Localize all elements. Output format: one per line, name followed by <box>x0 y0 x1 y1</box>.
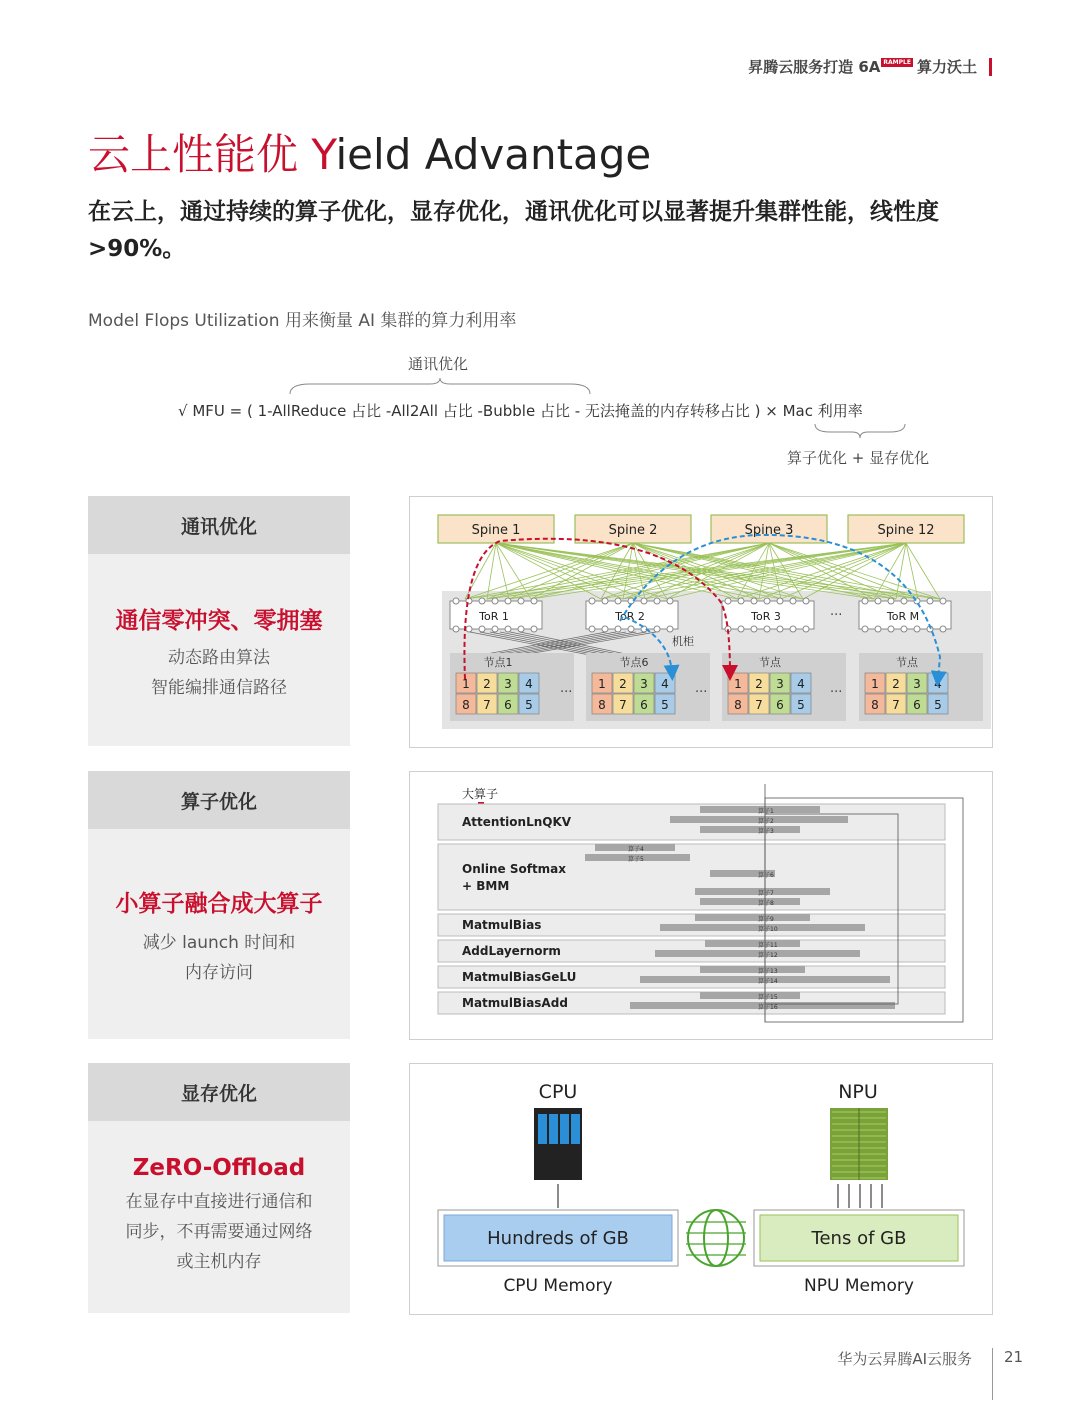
npu-cell-label: 1 <box>462 677 470 691</box>
formula-bottom-label: 算子优化 + 显存优化 <box>787 449 930 467</box>
tor-port <box>667 626 673 632</box>
panel-desc-line: 在显存中直接进行通信和 <box>125 1192 313 1212</box>
header-bar <box>989 58 992 76</box>
title-rest: ield Advantage <box>335 130 652 179</box>
spine-label: Spine 2 <box>608 523 658 538</box>
title-red: 云上性能优 Y <box>88 130 336 179</box>
npu-cell-label: 8 <box>598 698 606 712</box>
tor-label: ToR 3 <box>751 610 781 623</box>
big-op-label: 大算子 <box>462 787 499 801</box>
spine-label: Spine 1 <box>471 523 521 538</box>
tor-port <box>505 598 511 604</box>
page-number: 21 <box>1004 1348 1024 1366</box>
tor-port <box>615 598 621 604</box>
panel-head: 显存优化 <box>88 1063 350 1121</box>
tor-port <box>888 626 894 632</box>
node-label: 节点 <box>759 656 781 669</box>
tor-label: ToR 1 <box>479 610 509 623</box>
page-header <box>748 56 992 77</box>
ellipsis: ... <box>695 681 708 696</box>
cpu-memory-size: Hundreds of GB <box>487 1228 629 1249</box>
cpu-memory-caption: CPU Memory <box>503 1276 613 1296</box>
tor-port <box>725 598 731 604</box>
tor-port <box>479 626 485 632</box>
operator-label: 算子9 <box>758 916 774 923</box>
tor-port <box>875 598 881 604</box>
tor-port <box>803 626 809 632</box>
npu-cell-label: 1 <box>734 677 742 691</box>
panel-head: 通讯优化 <box>88 496 350 554</box>
npu-cell-label: 1 <box>598 677 606 691</box>
tor-port <box>790 626 796 632</box>
spine-tor-link <box>906 543 918 599</box>
tor-port <box>453 598 459 604</box>
npu-cell-label: 6 <box>640 698 648 712</box>
operator-bar <box>695 914 810 921</box>
panel-title: 通信零冲突、零拥塞 <box>115 608 323 634</box>
npu-cell-label: 7 <box>755 698 763 712</box>
tor-port <box>518 626 524 632</box>
operator-row-label: + BMM <box>462 879 510 893</box>
npu-cell-label: 8 <box>734 698 742 712</box>
npu-memory-size: Tens of GB <box>811 1228 907 1249</box>
spine-tor-link <box>906 543 940 599</box>
npu-cell-label: 5 <box>661 698 669 712</box>
footer-text: 华为云昇腾AI云服务 <box>837 1350 972 1368</box>
npu-cell-label: 2 <box>619 677 627 691</box>
npu-cell-label: 2 <box>892 677 900 691</box>
intro-text: Model Flops Utilization 用来衡量 AI 集群的算力利用率 <box>88 311 517 331</box>
tor-port <box>738 598 744 604</box>
cpu-core <box>571 1114 580 1144</box>
spine-tor-link <box>496 543 509 599</box>
npu-cell-label: 6 <box>776 698 784 712</box>
panel-communication <box>88 496 350 746</box>
tor-port <box>453 626 459 632</box>
panel-desc-line: 减少 launch 时间和 <box>142 933 296 953</box>
spine-tor-link <box>509 543 906 599</box>
page-title <box>88 122 651 182</box>
tor-port <box>602 626 608 632</box>
spine-tor-link <box>759 543 906 599</box>
tor-port <box>738 626 744 632</box>
npu-cell-label: 3 <box>776 677 784 691</box>
formula-top-label: 通讯优化 <box>408 355 469 373</box>
cpu-label: CPU <box>538 1081 578 1103</box>
tor-port <box>615 626 621 632</box>
rack-label: 机柜 <box>672 635 694 648</box>
tor-port <box>862 626 868 632</box>
operator-label: 算子15 <box>758 994 778 1001</box>
operator-row-label: MatmulBias <box>462 918 542 932</box>
ellipsis: ... <box>830 604 843 619</box>
operator-bar <box>700 826 800 833</box>
npu-cell-label: 4 <box>661 677 669 691</box>
operator-label: 算子16 <box>758 1004 778 1011</box>
tor-label: ToR 2 <box>615 610 645 623</box>
header-tag: RAMPLE <box>883 59 911 66</box>
operator-label: 算子7 <box>758 890 774 897</box>
operator-label: 算子10 <box>758 926 778 933</box>
tor-port <box>466 626 472 632</box>
panel-desc-line: 动态路由算法 <box>168 648 270 668</box>
tor-port <box>764 598 770 604</box>
formula-main: √ MFU = ( 1-AllReduce 占比 -All2All 占比 -Bubble 占比 - 无法掩盖的内存转移占比 ) × Mac 利用率 <box>178 402 863 420</box>
tor-label: ToR M <box>886 610 920 623</box>
tor-port <box>654 626 660 632</box>
node-label: 节点 <box>896 656 918 669</box>
npu-cell-label: 5 <box>934 698 942 712</box>
operator-label: 算子11 <box>758 942 778 949</box>
operator-row-label: MatmulBiasGeLU <box>462 970 577 984</box>
npu-cell-label: 4 <box>934 677 942 691</box>
tor-port <box>901 598 907 604</box>
tor-port <box>479 598 485 604</box>
operator-bar <box>700 898 800 905</box>
operator-row <box>438 844 945 910</box>
tor-port <box>803 598 809 604</box>
npu-cell-label: 3 <box>640 677 648 691</box>
tor-port <box>875 626 881 632</box>
operator-label: 算子6 <box>758 872 774 879</box>
panel-desc-line: 或主机内存 <box>176 1252 262 1272</box>
panel-desc-line: 同步，不再需要通过网络 <box>125 1222 313 1242</box>
panel-head: 算子优化 <box>88 771 350 829</box>
tor-port <box>790 598 796 604</box>
tor-port <box>589 598 595 604</box>
tor-port <box>888 598 894 604</box>
npu-cell-label: 5 <box>525 698 533 712</box>
npu-cell-label: 5 <box>797 698 805 712</box>
operator-row-label: AttentionLnQKV <box>462 815 572 829</box>
panel-title: ZeRO-Offload <box>132 1155 306 1181</box>
panel-desc-line: 内存访问 <box>185 963 253 983</box>
operator-label: 算子13 <box>758 968 778 975</box>
tor-port <box>751 626 757 632</box>
npu-cell-label: 3 <box>913 677 921 691</box>
footer-divider <box>992 1348 993 1400</box>
panel-desc-line: 智能编排通信路径 <box>151 678 287 698</box>
operator-label: 算子2 <box>758 818 774 825</box>
npu-cell-label: 1 <box>871 677 879 691</box>
cpu-core <box>538 1114 547 1144</box>
operator-row-label: AddLayernorm <box>462 944 561 958</box>
tor-port <box>589 626 595 632</box>
spine-tor-link <box>667 543 906 599</box>
tor-port <box>777 598 783 604</box>
network-diagram <box>410 497 992 747</box>
network-globe-meridian <box>704 1210 728 1266</box>
npu-cell-label: 4 <box>525 677 533 691</box>
operator-label: 算子8 <box>758 900 774 907</box>
tor-port <box>531 598 537 604</box>
spine-label: Spine 3 <box>744 523 794 538</box>
tor-port <box>777 626 783 632</box>
npu-cell-label: 8 <box>462 698 470 712</box>
npu-cell-label: 4 <box>797 677 805 691</box>
npu-cell-label: 7 <box>483 698 491 712</box>
network-globe-icon <box>688 1210 744 1266</box>
cpu-core <box>549 1114 558 1144</box>
spine-tor-link <box>496 543 531 599</box>
npu-cell-label: 7 <box>892 698 900 712</box>
formula-top-brace <box>280 378 600 396</box>
tor-port <box>628 626 634 632</box>
formula-bottom-brace <box>810 422 910 440</box>
header-suffix: 算力沃土 <box>916 58 977 76</box>
node-label: 节点1 <box>483 656 513 669</box>
tor-port <box>940 626 946 632</box>
tor-port <box>518 598 524 604</box>
tor-port <box>940 598 946 604</box>
operator-row-label: Online Softmax <box>462 862 567 876</box>
network-diagram-box <box>409 496 993 748</box>
lead-text: 在云上，通过持续的算子优化，显存优化，通讯优化可以显著提升集群性能，线性度 >90%。 <box>88 199 939 262</box>
tor-port <box>927 598 933 604</box>
panel-operator <box>88 771 350 1039</box>
operator-bar <box>705 940 800 947</box>
operator-label: 算子4 <box>628 846 644 853</box>
npu-cell-label: 2 <box>755 677 763 691</box>
tor-port <box>505 626 511 632</box>
npu-cell-label: 6 <box>913 698 921 712</box>
npu-cell-label: 7 <box>619 698 627 712</box>
npu-memory-caption: NPU Memory <box>804 1276 914 1296</box>
operator-bar <box>700 966 805 973</box>
memory-diagram-box <box>409 1063 993 1315</box>
memory-diagram <box>410 1064 992 1314</box>
tor-port <box>914 626 920 632</box>
operator-label: 算子14 <box>758 978 778 985</box>
tor-port <box>654 598 660 604</box>
tor-port <box>901 626 907 632</box>
tor-port <box>667 598 673 604</box>
tor-port <box>492 626 498 632</box>
npu-cell-label: 6 <box>504 698 512 712</box>
tor-port <box>751 598 757 604</box>
operator-diagram <box>410 772 992 1039</box>
npu-label: NPU <box>838 1081 878 1103</box>
ellipsis: ... <box>830 681 843 696</box>
tor-port <box>602 598 608 604</box>
node-label: 节点6 <box>619 656 649 669</box>
header-text: 昇腾云服务打造 6A <box>748 58 881 76</box>
npu-cell-label: 8 <box>871 698 879 712</box>
cpu-core <box>560 1114 569 1144</box>
tor-port <box>764 626 770 632</box>
tor-port <box>641 598 647 604</box>
operator-bar <box>700 992 800 999</box>
operator-diagram-box <box>409 771 993 1040</box>
operator-label: 算子5 <box>628 856 644 863</box>
spine-label: Spine 12 <box>877 523 935 538</box>
operator-label: 算子12 <box>758 952 778 959</box>
tor-port <box>531 626 537 632</box>
npu-cell-label: 2 <box>483 677 491 691</box>
operator-row-label: MatmulBiasAdd <box>462 996 568 1010</box>
panel-title: 小算子融合成大算子 <box>115 891 323 917</box>
npu-cell-label: 3 <box>504 677 512 691</box>
operator-label: 算子1 <box>758 808 774 815</box>
operator-label: 算子3 <box>758 828 774 835</box>
spine-tor-link <box>737 543 906 599</box>
tor-port <box>862 598 868 604</box>
panel-memory <box>88 1063 350 1313</box>
tor-port <box>492 598 498 604</box>
ellipsis: ... <box>560 681 573 696</box>
